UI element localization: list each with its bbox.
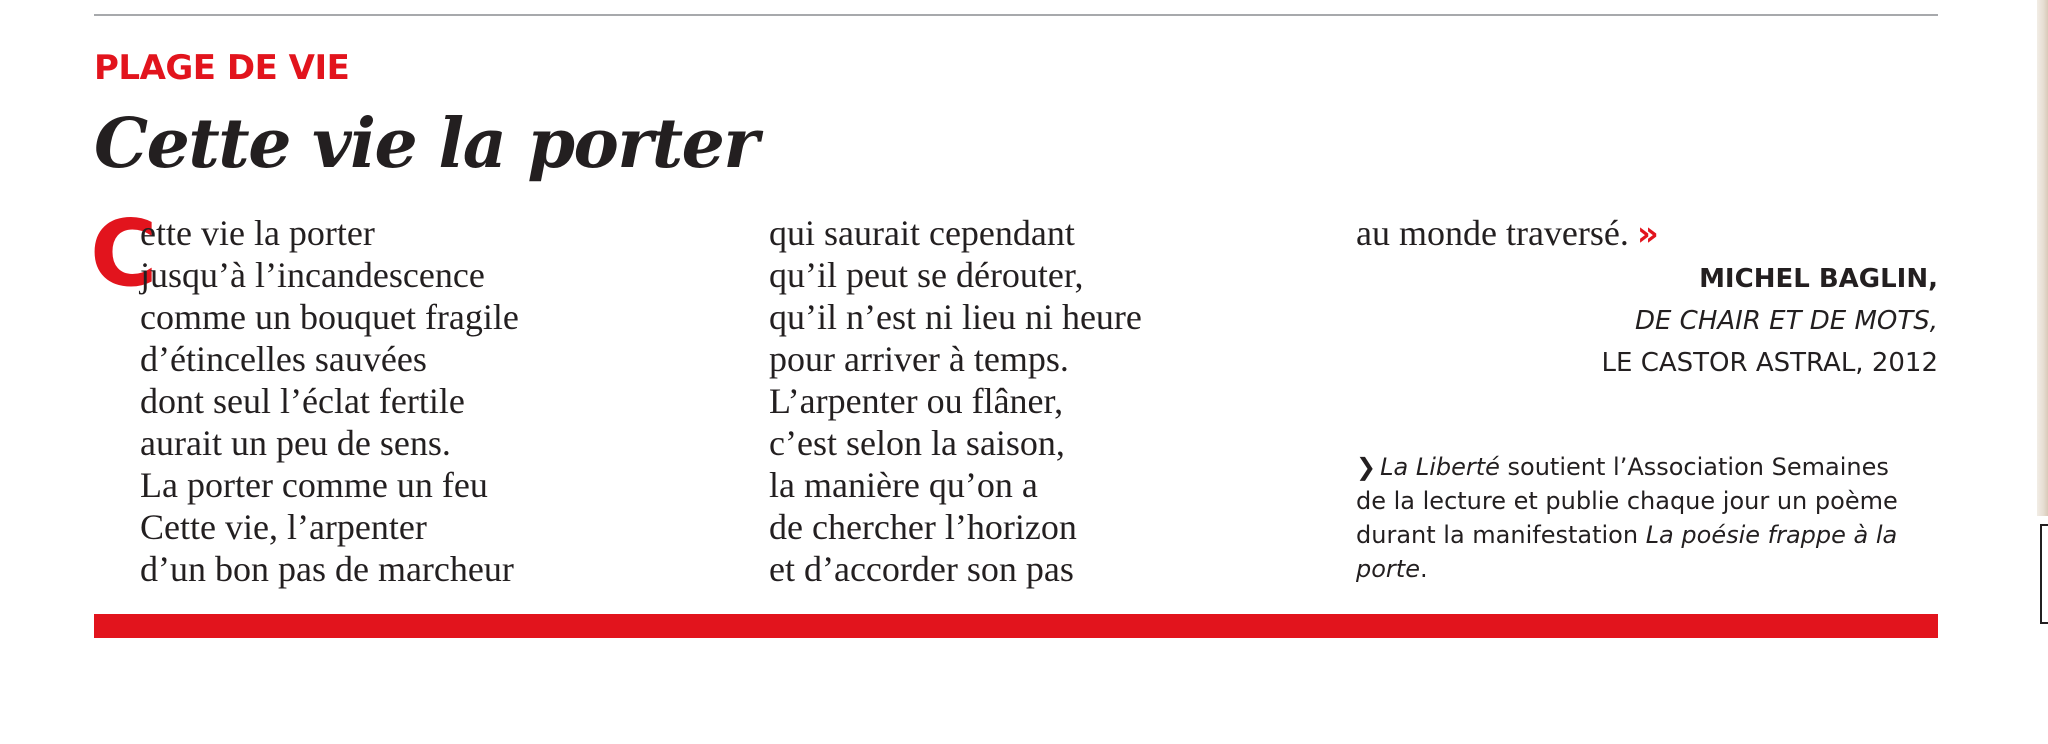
sponsor-note (1356, 450, 1916, 586)
bottom-accent-bar (94, 614, 1938, 638)
chevron-right-icon: ❯ (1356, 453, 1377, 481)
credit-publisher: LE CASTOR ASTRAL, 2012 (1601, 348, 1938, 378)
poem-line: d’un bon pas de marcheur (140, 549, 514, 589)
note-newspaper-name: La Liberté (1380, 453, 1500, 481)
note-event-name: La poésie frappe à la porte (1356, 521, 1898, 583)
poem-line: la manière qu’on a (769, 465, 1038, 505)
article-headline: Cette vie la porter (94, 104, 758, 184)
top-divider (94, 14, 1938, 16)
poem-line: dont seul l’éclat fertile (140, 381, 465, 421)
adjacent-photo-edge (2037, 0, 2048, 516)
poem-line: qui saurait cependant (769, 213, 1075, 253)
poem-line: jusqu’à l’incandescence (140, 255, 485, 295)
poem-line: qu’il n’est ni lieu ni heure (769, 297, 1142, 337)
poem-line: L’arpenter ou flâner, (769, 381, 1064, 421)
poem-line: et d’accorder son pas (769, 549, 1074, 589)
poem-last-line-text: au monde traversé. (1356, 213, 1629, 253)
poem-line: La porter comme un feu (140, 465, 488, 505)
section-kicker: PLAGE DE VIE (94, 48, 350, 88)
poem-column-3 (1356, 212, 1659, 255)
drop-cap: C (90, 200, 158, 307)
poem-line: pour arriver à temps. (769, 339, 1069, 379)
end-of-poem-icon: » (1636, 214, 1659, 254)
poem-line: de chercher l’horizon (769, 507, 1077, 547)
poem-column-2 (769, 212, 1142, 590)
poem-column-1 (140, 212, 519, 590)
poem-line: qu’il peut se dérouter, (769, 255, 1084, 295)
adjacent-frame-edge (2040, 524, 2048, 624)
credit-work: DE CHAIR ET DE MOTS, (1634, 306, 1938, 336)
poem-line (1356, 212, 1659, 255)
poem-credit (1602, 258, 1938, 384)
credit-author: MICHEL BAGLIN, (1699, 264, 1938, 294)
poem-line: comme un bouquet fragile (140, 297, 519, 337)
poem-line: d’étincelles sauvées (140, 339, 427, 379)
poem-line: Cette vie, l’arpenter (140, 507, 427, 547)
poem-line: ette vie la porter (140, 213, 375, 253)
poem-line: c’est selon la saison, (769, 423, 1065, 463)
note-text: soutient l’Association Semaines de la lecture et publie chaque jour un poème durant la manifestation (1356, 453, 1898, 549)
poem-line: aurait un peu de sens. (140, 423, 451, 463)
note-text-end: . (1419, 555, 1428, 583)
